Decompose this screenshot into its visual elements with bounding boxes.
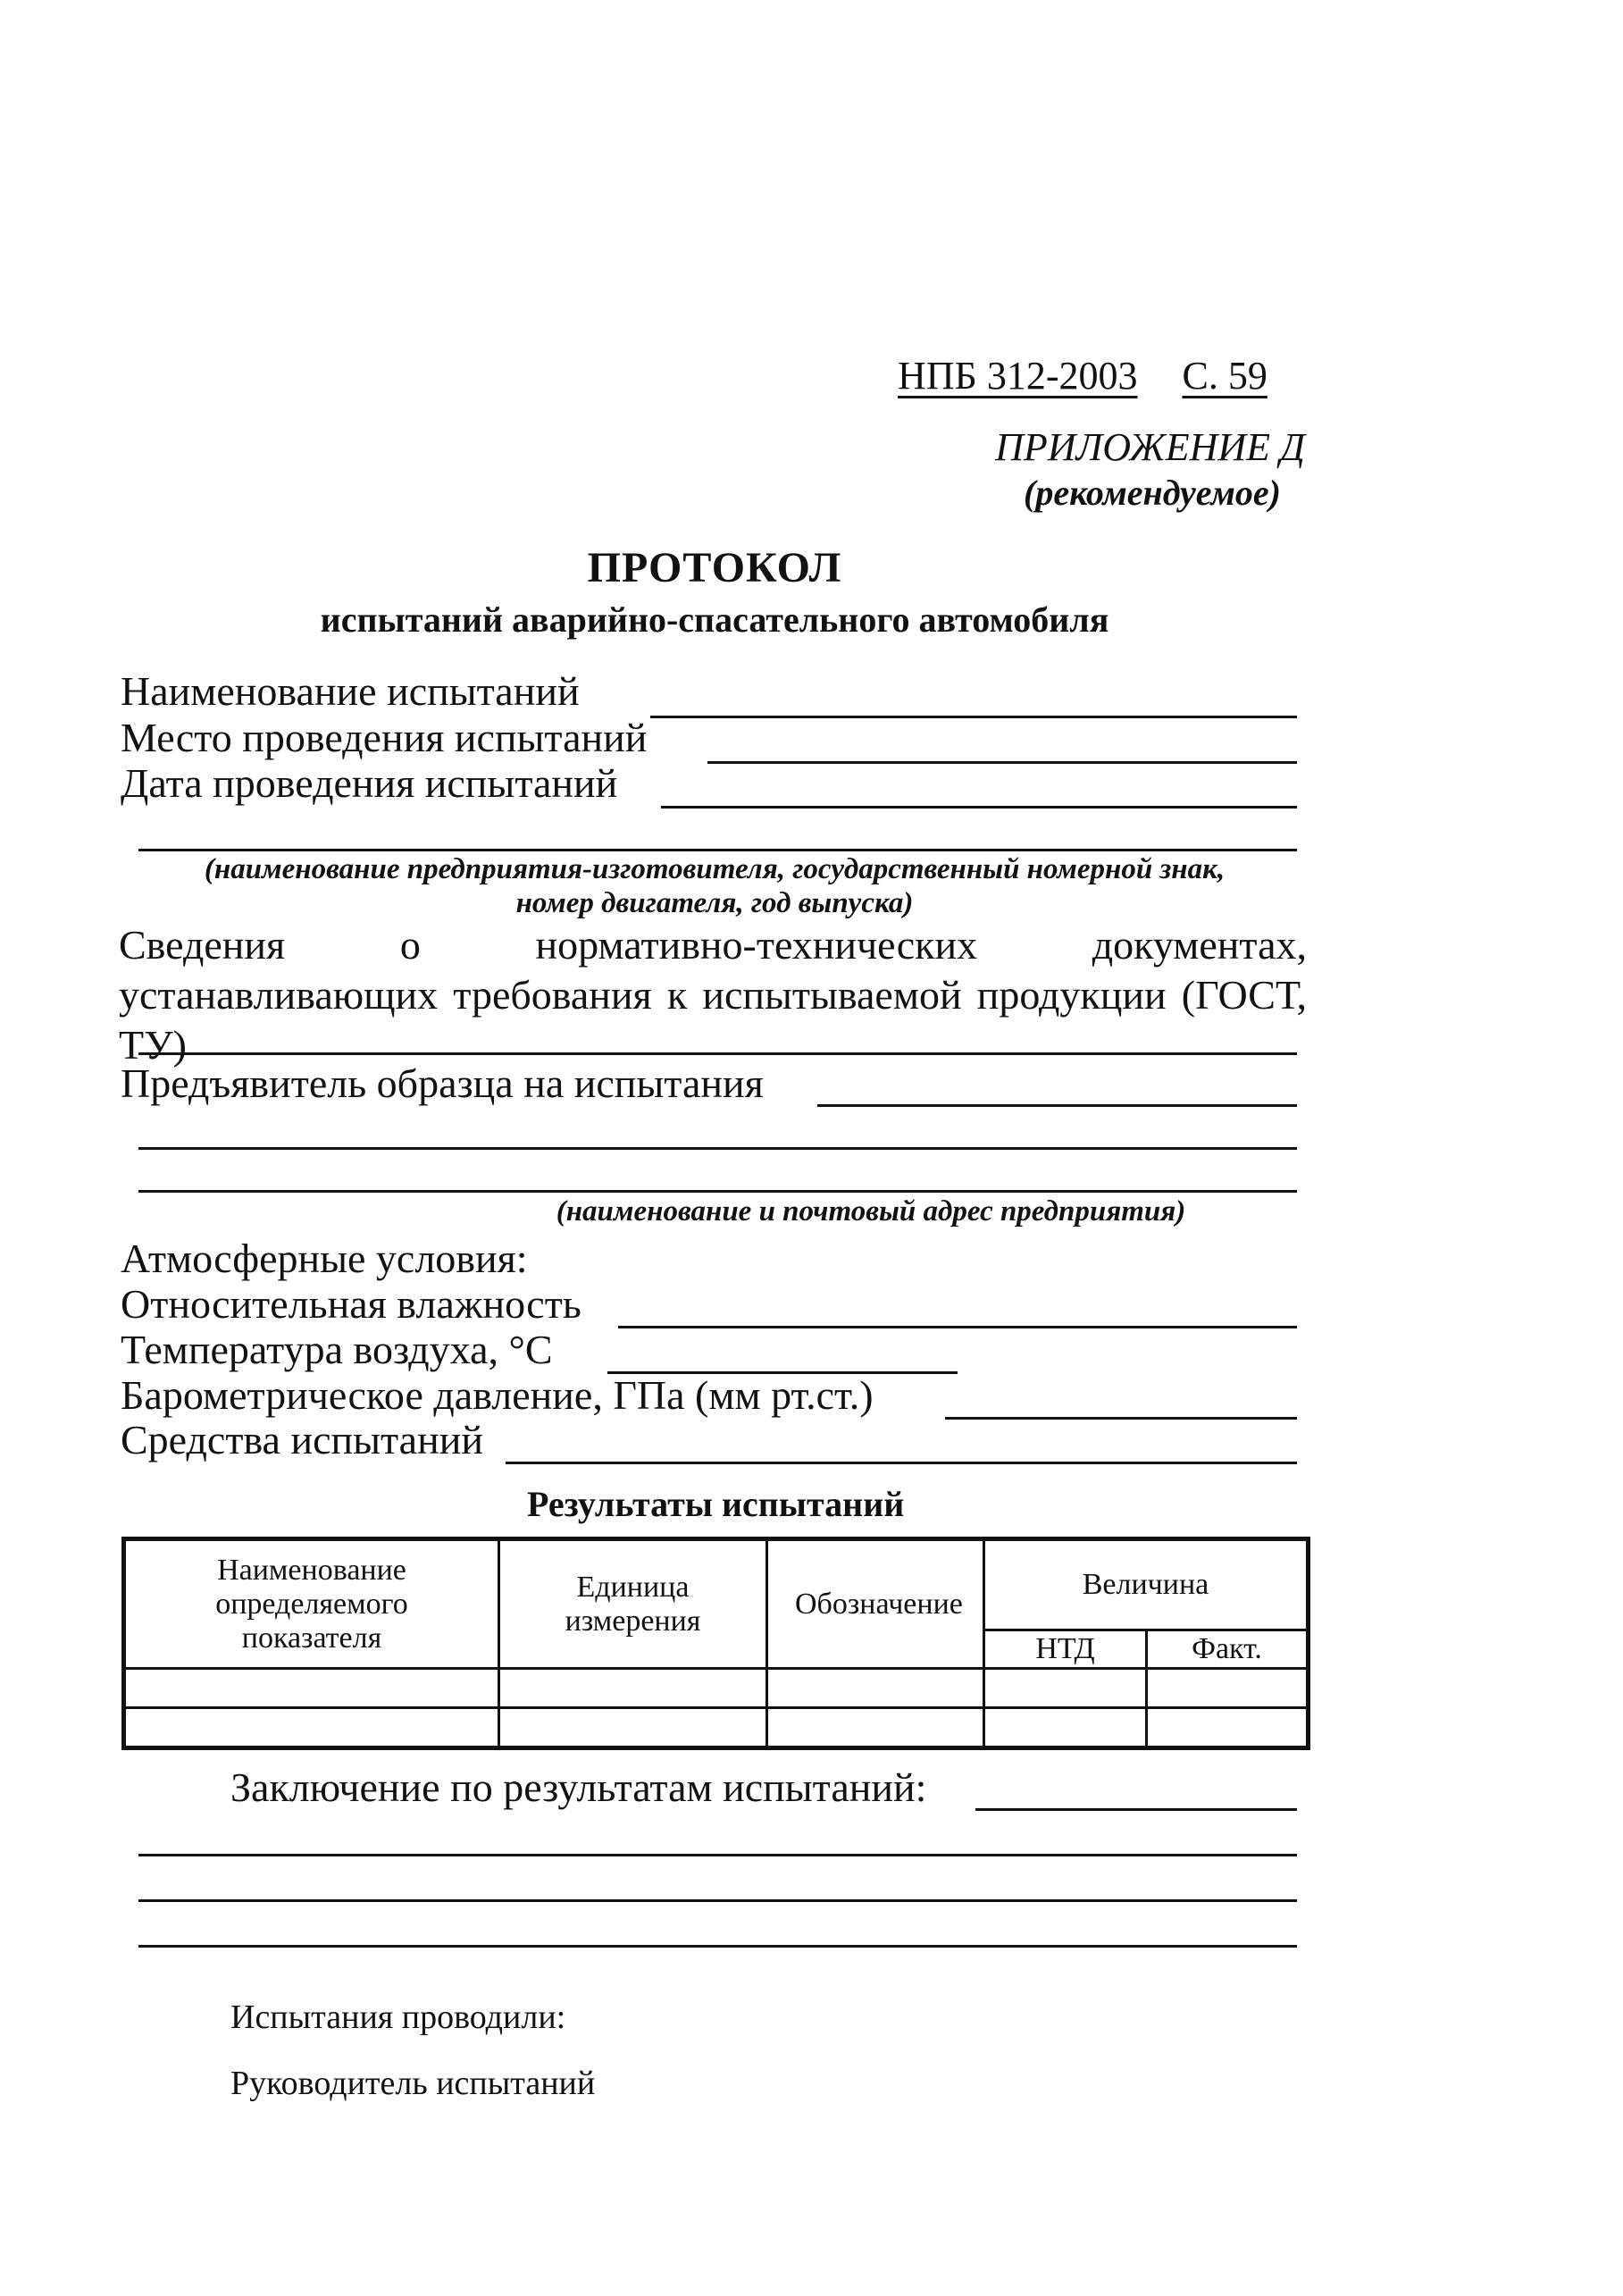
table-cell[interactable] <box>984 1669 1147 1708</box>
address-note: (наименование и почтовый адрес предприятия) <box>556 1195 1186 1228</box>
atmosphere-heading: Атмосферные условия: <box>121 1236 528 1281</box>
appendix-title: ПРИЛОЖЕНИЕ Д <box>995 425 1305 469</box>
test-place-field[interactable] <box>707 761 1297 764</box>
protocol-subtitle: испытаний аварийно-спасательного автомобиля <box>320 599 1109 640</box>
table-cell[interactable] <box>499 1669 767 1708</box>
test-head-label: Руководитель испытаний <box>230 2065 596 2102</box>
test-place-label: Место проведения испытаний <box>121 715 648 760</box>
conclusion-field-line2[interactable] <box>138 1854 1297 1856</box>
manufacturer-note-line1: (наименование предприятия-изготовителя, государственный номерной знак, <box>204 853 1226 885</box>
table-cell[interactable] <box>767 1669 984 1708</box>
submitter-label: Предъявитель образца на испытания <box>121 1060 764 1106</box>
column-header-indicator: Наименование определяемого показателя <box>124 1539 499 1669</box>
documents-text: Сведения о нормативно-технических документах, устанавливающих требования к испытываемой продукции (ГОСТ, ТУ) <box>119 922 1307 1068</box>
documents-field[interactable] <box>138 1052 1297 1055</box>
manufacturer-note-line2: номер двигателя, год выпуска) <box>515 887 914 919</box>
submitter-field[interactable] <box>817 1104 1297 1107</box>
page-number: С. 59 <box>1182 354 1267 398</box>
conclusion-label: Заключение по результатам испытаний: <box>230 1764 927 1810</box>
protocol-title: ПРОТОКОЛ <box>587 544 842 591</box>
humidity-field[interactable] <box>618 1326 1297 1328</box>
manufacturer-field[interactable] <box>138 849 1297 851</box>
temperature-label: Температура воздуха, °С <box>121 1327 553 1372</box>
equipment-field[interactable] <box>506 1462 1297 1464</box>
table-cell[interactable] <box>1147 1708 1309 1748</box>
table-cell[interactable] <box>767 1708 984 1748</box>
table-header-row <box>124 1539 1309 1630</box>
standard-code: НПБ 312-2003 <box>898 354 1138 398</box>
pressure-field[interactable] <box>945 1417 1297 1420</box>
conducted-by-label: Испытания проводили: <box>230 1999 566 2036</box>
equipment-label: Средства испытаний <box>121 1417 483 1462</box>
column-header-actual: Факт. <box>1147 1630 1309 1669</box>
humidity-label: Относительная влажность <box>121 1281 581 1327</box>
table-cell[interactable] <box>984 1708 1147 1748</box>
table-row <box>124 1708 1309 1748</box>
column-header-designation: Обозначение <box>767 1539 984 1669</box>
table-cell[interactable] <box>499 1708 767 1748</box>
conclusion-field-line4[interactable] <box>138 1945 1297 1948</box>
submitter-field-line3[interactable] <box>138 1190 1297 1193</box>
appendix-type: (рекомендуемое) <box>1024 473 1281 513</box>
results-title: Результаты испытаний <box>527 1484 905 1524</box>
test-name-label: Наименование испытаний <box>121 668 580 714</box>
test-name-field[interactable] <box>650 716 1297 718</box>
table-cell[interactable] <box>1147 1669 1309 1708</box>
test-date-label: Дата проведения испытаний <box>121 760 618 806</box>
column-header-value: Величина <box>984 1539 1309 1630</box>
conclusion-field[interactable] <box>975 1808 1297 1811</box>
table-row <box>124 1669 1309 1708</box>
pressure-label: Барометрическое давление, ГПа (мм рт.ст.) <box>121 1372 874 1418</box>
column-header-unit: Единица измерения <box>499 1539 767 1669</box>
column-header-ntd: НТД <box>984 1630 1147 1669</box>
conclusion-field-line3[interactable] <box>138 1899 1297 1902</box>
submitter-field-line2[interactable] <box>138 1147 1297 1150</box>
results-table <box>121 1537 1310 1750</box>
table-cell[interactable] <box>124 1669 499 1708</box>
page-header <box>898 353 1267 398</box>
table-cell[interactable] <box>124 1708 499 1748</box>
test-date-field[interactable] <box>661 806 1297 809</box>
